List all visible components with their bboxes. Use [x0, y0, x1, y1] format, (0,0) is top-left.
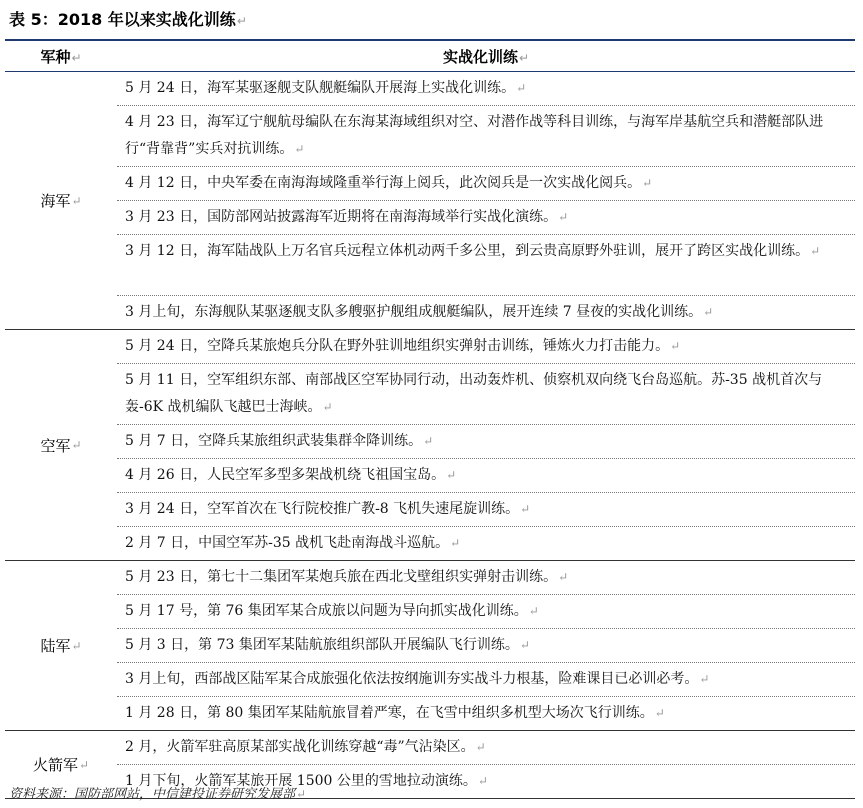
list-item: 2 月 7 日，中国空军苏-35 战机飞赴南海战斗巡航。↵ [125, 535, 461, 551]
source-note: 资料来源：国防部网站，中信建投证券研究发展部↵ [9, 787, 307, 802]
category-label: 陆军 ↵ [40, 637, 82, 655]
list-item: 5 月 24 日，海军某驱逐舰支队舰艇编队开展海上实战化训练。↵ [117, 72, 855, 106]
category-label: 空军 ↵ [40, 436, 82, 455]
training-table [5, 39, 855, 799]
group-army [5, 561, 855, 731]
list-item: 5 月 11 日，空军组织东部、南部战区空军协同行动，出动轰炸机、侦察机双向绕飞台岛巡航。苏-35 战机首次与轰-6K 战机编队飞越巴士海峡。↵ [117, 364, 855, 425]
list-item: 3 月上旬，东海舰队某驱逐舰支队多艘驱护舰组成舰艇编队，展开连续 7 昼夜的实战化训练。↵ [125, 304, 714, 320]
list-item: 1 月下旬，火箭军某旅开展 1500 公里的雪地拉动演练。↵ [125, 773, 488, 789]
list-item: 5 月 23 日，第七十二集团军某炮兵旅在西北戈壁组织实弹射击训练。↵ [117, 561, 855, 595]
table-title: 表 5：2018 年以来实战化训练↵ [9, 10, 247, 29]
category-label: 海军 ↵ [40, 192, 82, 210]
table-header [5, 41, 855, 72]
list-item: 5 月 17 号，第 76 集团军某合成旅以问题为导向抓实战化训练。↵ [117, 595, 855, 629]
list-item: 4 月 26 日，人民空军多型多架战机绕飞祖国宝岛。↵ [117, 459, 855, 493]
group-navy [5, 72, 855, 330]
category-label: 火箭军 ↵ [32, 756, 90, 774]
group-air-force [5, 330, 855, 561]
list-item: 3 月 24 日，空军首次在飞行院校推广教-8 飞机失速尾旋训练。↵ [117, 493, 855, 527]
list-item: 5 月 7 日，空降兵某旅组织武装集群伞降训练。↵ [117, 425, 855, 459]
list-item: 3 月上旬，西部战区陆军某合成旅强化依法按纲施训夯实战斗力根基，险难课目已必训必考。↵ [117, 663, 855, 697]
list-item: 2 月，火箭军驻高原某部实战化训练穿越“毒”气沾染区。↵ [117, 731, 855, 765]
list-item: 5 月 24 日，空降兵某旅炮兵分队在野外驻训地组织实弹射击训练，锤炼火力打击能力。↵ [117, 330, 855, 364]
header-category: 军种↵ [40, 47, 82, 66]
header-content: 实战化训练↵ [442, 47, 530, 66]
list-item: 4 月 12 日，中央军委在南海海域隆重举行海上阅兵，此次阅兵是一次实战化阅兵。↵ [117, 167, 855, 201]
list-item: 3 月 12 日，海军陆战队上万名官兵远程立体机动两千多公里，到云贵高原野外驻训，展开了跨区实战化训练。↵ [117, 235, 855, 296]
list-item: 4 月 23 日，海军辽宁舰航母编队在东海某海域组织对空、对潜作战等科目训练，与海军岸基航空兵和潜艇部队进行“背靠背”实兵对抗训练。↵ [117, 106, 855, 167]
list-item: 1 月 28 日，第 80 集团军某陆航旅冒着严寒，在飞雪中组织多机型大场次飞行训练。↵ [125, 705, 665, 721]
list-item: 5 月 3 日，第 73 集团军某陆航旅组织部队开展编队飞行训练。↵ [117, 629, 855, 663]
list-item: 3 月 23 日，国防部网站披露海军近期将在南海海域举行实战化演练。↵ [117, 201, 855, 235]
